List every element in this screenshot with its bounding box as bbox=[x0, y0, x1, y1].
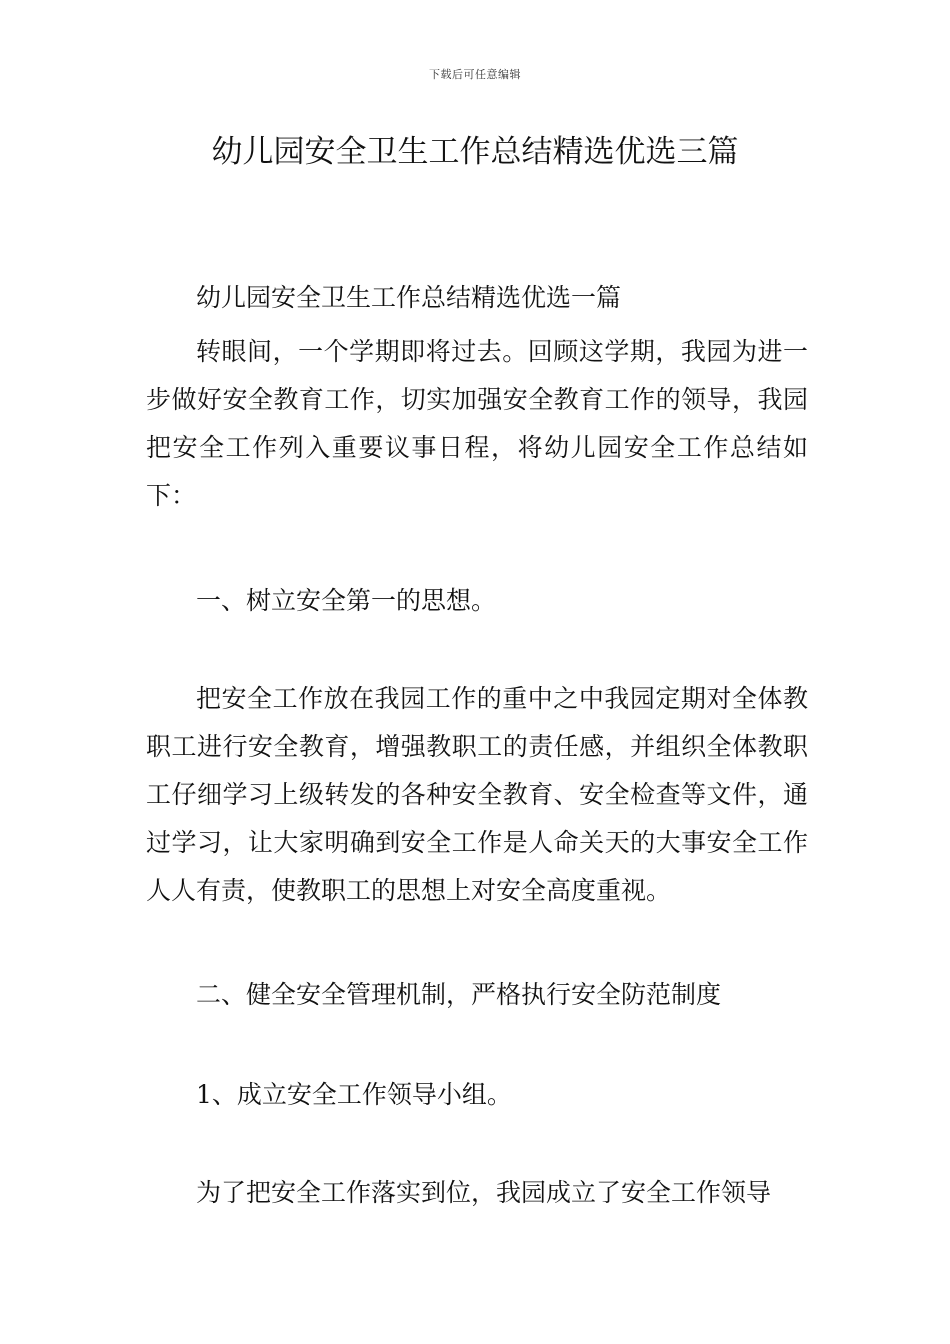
intro-paragraph: 转眼间，一个学期即将过去。回顾这学期，我园为进一步做好安全教育工作，切实加强安全教育工作的领导，我园把安全工作列入重要议事日程，将幼儿园安全工作总结如下： bbox=[146, 337, 808, 510]
item-1-paragraph: 为了把安全工作落实到位，我园成立了安全工作领导 bbox=[196, 1178, 772, 1207]
document-title: 幼儿园安全卫生工作总结精选优选三篇 bbox=[211, 134, 739, 170]
section-1-heading: 一、树立安全第一的思想。 bbox=[196, 586, 497, 615]
section-1-paragraph: 把安全工作放在我园工作的重中之中我园定期对全体教职工进行安全教育，增强教职工的责任感，并组织全体教职工仔细学习上级转发的各种安全教育、安全检查等文件，通过学习，让大家明确到安全工作是人命关天的大事安全工作人人有责，使教职工的思想上对安全高度重视。 bbox=[146, 684, 808, 905]
item-1-heading: 1、成立安全工作领导小组。 bbox=[196, 1080, 512, 1109]
subtitle: 幼儿园安全卫生工作总结精选优选一篇 bbox=[196, 283, 622, 312]
section-2-heading: 二、健全安全管理机制，严格执行安全防范制度 bbox=[196, 980, 722, 1009]
header-note: 下载后可任意编辑 bbox=[429, 68, 521, 81]
